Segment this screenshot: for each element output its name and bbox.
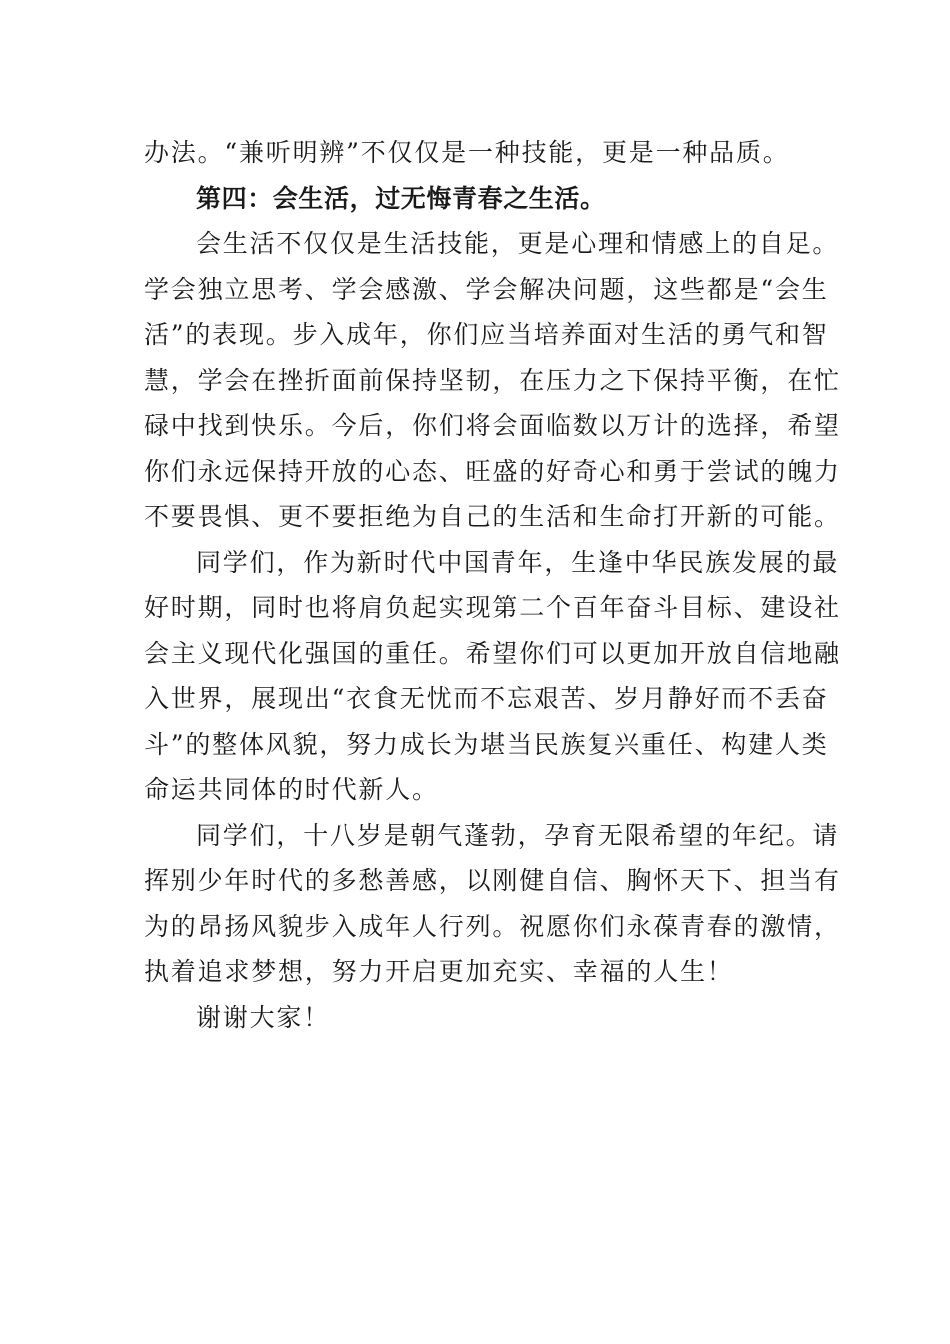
paragraph-line: 会生活不仅仅是生活技能，更是心理和情感上的自足。 — [196, 229, 840, 258]
closing-line: 谢谢大家！ — [196, 1002, 331, 1032]
paragraph-line: 执着追求梦想，努力开启更加充实、幸福的人生！ — [144, 957, 734, 986]
paragraph-line: 活”的表现。步入成年，你们应当培养面对生活的勇气和智 — [144, 320, 829, 349]
paragraph-line: 斗”的整体风貌，努力成长为堪当民族复兴重任、构建人类 — [144, 729, 829, 759]
paragraph-line: 碌中找到快乐。今后，你们将会面临数以万计的选择，希望 — [144, 411, 841, 440]
paragraph-line: 好时期，同时也将肩负起实现第二个百年奋斗目标、建设社 — [144, 593, 841, 622]
paragraph-line: 同学们，作为新时代中国青年，生逢中华民族发展的最 — [196, 547, 840, 577]
paragraph-line: 会主义现代化强国的重任。希望你们可以更加开放自信地融 — [144, 638, 841, 668]
paragraph-line: 同学们，十八岁是朝气蓬勃，孕育无限希望的年纪。请 — [196, 820, 840, 850]
paragraph-line: 入世界，展现出“衣食无忧而不忘艰苦、岁月静好而不丢奋 — [144, 684, 829, 713]
paragraph-line: 学会独立思考、学会感激、学会解决问题，这些都是“会生 — [144, 274, 829, 304]
paragraph-line: 办法。“兼听明辨”不仅仅是一种技能，更是一种品质。 — [144, 138, 790, 167]
paragraph-line: 慧，学会在挫折面前保持坚韧，在压力之下保持平衡，在忙 — [144, 365, 841, 395]
paragraph-line: 不要畏惧、更不要拒绝为自己的生活和生命打开新的可能。 — [144, 502, 841, 531]
paragraph-line: 命运共同体的时代新人。 — [144, 775, 439, 804]
paragraph-line: 为的昂扬风貌步入成年人行列。祝愿你们永葆青春的激情， — [144, 911, 841, 941]
paragraph-line: 挥别少年时代的多愁善感，以刚健自信、胸怀天下、担当有 — [144, 866, 841, 895]
section-heading: 第四：会生活，过无悔青春之生活。 — [196, 183, 606, 213]
paragraph-line: 你们永远保持开放的心态、旺盛的好奇心和勇于尝试的魄力 — [144, 456, 841, 486]
document-body — [144, 130, 841, 1040]
